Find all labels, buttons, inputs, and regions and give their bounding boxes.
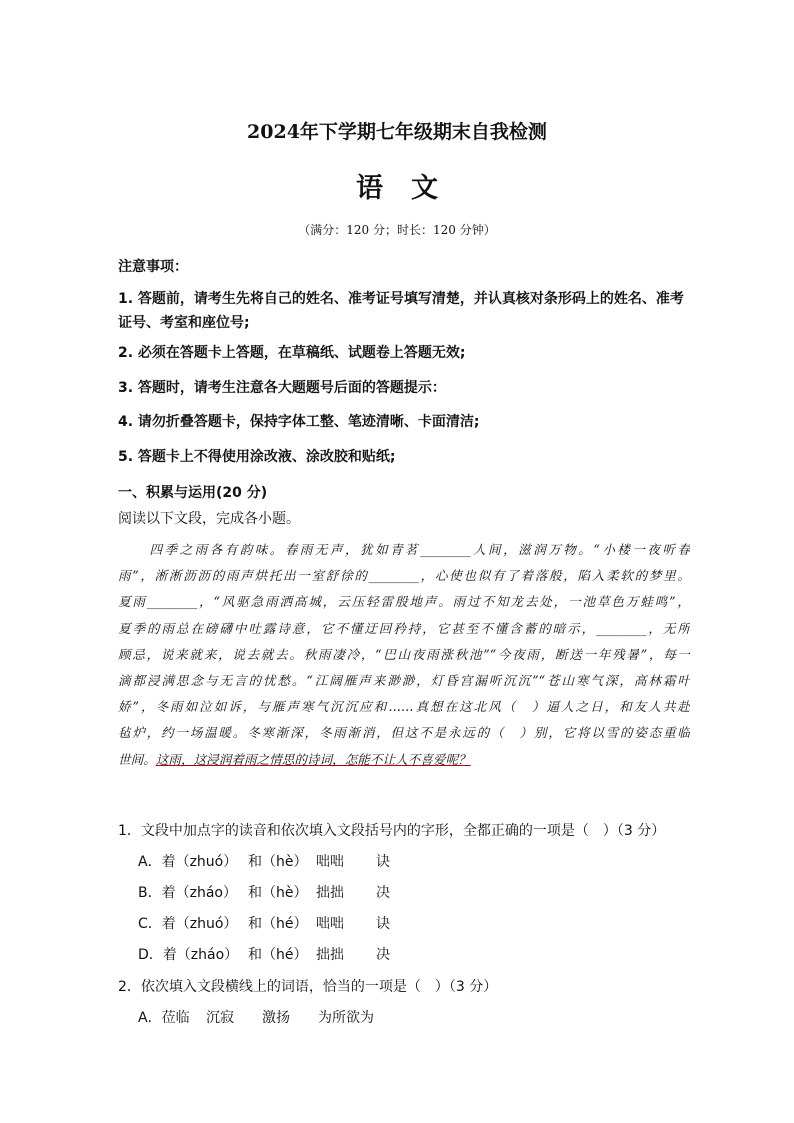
question-1-option-d[interactable] (138, 944, 390, 964)
option-reading-2: 和（hé） (248, 947, 308, 963)
option-reading: A．着（zhuó） (138, 854, 238, 870)
option-reading-2: 和（hé） (248, 916, 308, 932)
section-title: 一、积累与运用(20 分) (118, 485, 268, 501)
option-char: 诀 (376, 854, 390, 870)
option-word: 沉寂 (206, 1010, 234, 1026)
subject-title: 语文 (356, 173, 466, 204)
passage-line: 夏雨________，“风驱急雨洒高城，云压轻雷殷地声。雨过不知龙去处，一池草色万蛙鸣”， (118, 594, 690, 610)
reading-passage (118, 537, 690, 773)
option-char: 诀 (376, 916, 390, 932)
question-1-option-a[interactable] (138, 851, 390, 871)
option-char: 决 (376, 885, 390, 901)
passage-line: 夏季的雨总在磅礴中吐露诗意，它不懂迂回矜持，它甚至不懂含蓄的暗示，________，无所 (118, 620, 690, 636)
section-intro: 阅读以下文段，完成各小题。 (118, 511, 300, 527)
option-word: 拙拙 (316, 947, 344, 963)
option-char: 决 (376, 947, 390, 963)
question-1-stem: 1．文段中加点字的读音和依次填入文段括号内的字形，全都正确的一项是（ ）（3 分） (118, 823, 666, 839)
option-word: 咄咄 (316, 916, 344, 932)
question-1-option-b[interactable] (138, 882, 390, 902)
passage-line: 滴都浸满思念与无言的忧愁。“江阔雁声来渺渺，灯昏宫漏听沉沉”“苍山寒气深，高林霜叶 (118, 672, 690, 688)
option-word: 为所欲为 (318, 1010, 374, 1026)
passage-last-line (118, 747, 690, 773)
score-info: （满分：120 分；时长：120 分钟） (298, 223, 496, 237)
option-reading-2: 和（hè） (248, 854, 308, 870)
question-1-option-c[interactable] (138, 913, 390, 933)
option-reading: B．着（zháo） (138, 885, 237, 901)
note-item-3: 3. 答题时，请考生注意各大题题号后面的答题提示： (118, 380, 446, 396)
note-item-1: 1. 答题前，请考生先将自己的姓名、准考证号填写清楚，并认真核对条形码上的姓名、准考证号、考室和座位号; (118, 291, 684, 331)
question-2-option-a[interactable] (138, 1007, 374, 1027)
option-reading: C．着（zhuó） (138, 916, 238, 932)
option-reading: D．着（zháo） (138, 947, 239, 963)
passage-line: 雨”，淅淅沥沥的雨声烘托出一室舒徐的________，心使也似有了着落般，陷入柔软的梦里。 (118, 568, 690, 584)
option-word: 咄咄 (316, 854, 344, 870)
option-word: A．莅临 (138, 1010, 190, 1026)
question-2-stem: 2．依次填入文段横线上的词语，恰当的一项是（ ）（3 分） (118, 979, 498, 995)
note-item-4: 4. 请勿折叠答题卡，保持字体工整、笔迹清晰、卡面清洁; (118, 414, 480, 430)
option-word: 激扬 (262, 1010, 290, 1026)
notes-heading: 注意事项： (118, 259, 188, 275)
option-word: 拙拙 (316, 885, 344, 901)
passage-line: 毡炉，约一场温暖。冬寒渐深，冬雨渐消，但这不是永远的（ ）别，它将以雪的姿态重临 (118, 725, 690, 741)
option-reading-2: 和（hè） (248, 885, 308, 901)
note-item-2: 2. 必须在答题卡上答题，在草稿纸、试题卷上答题无效; (118, 345, 466, 361)
passage-underlined-sentence: 这雨，这浸润着雨之情思的诗词，怎能不让人不喜爱呢？ (155, 751, 471, 767)
passage-line: 四季之雨各有韵味。春雨无声，犹如青茗________人间，滋润万物。“小楼一夜听春 (149, 542, 690, 557)
passage-line: 顾忌，说来就来，说去就去。秋雨凄冷，“巴山夜雨涨秋池”“今夜雨，断送一年残暑”，每一 (118, 646, 690, 662)
passage-last-plain: 世间。 (118, 751, 156, 767)
note-item-5: 5. 答题卡上不得使用涂改液、涂改胶和贴纸; (118, 449, 396, 465)
passage-line: 娇”，冬雨如泣如诉，与雁声寒气沉沉应和……真想在这北风（ ）逼人之日，和友人共赴 (118, 699, 690, 715)
exam-title: 2024年下学期七年级期末自我检测 (247, 121, 547, 143)
